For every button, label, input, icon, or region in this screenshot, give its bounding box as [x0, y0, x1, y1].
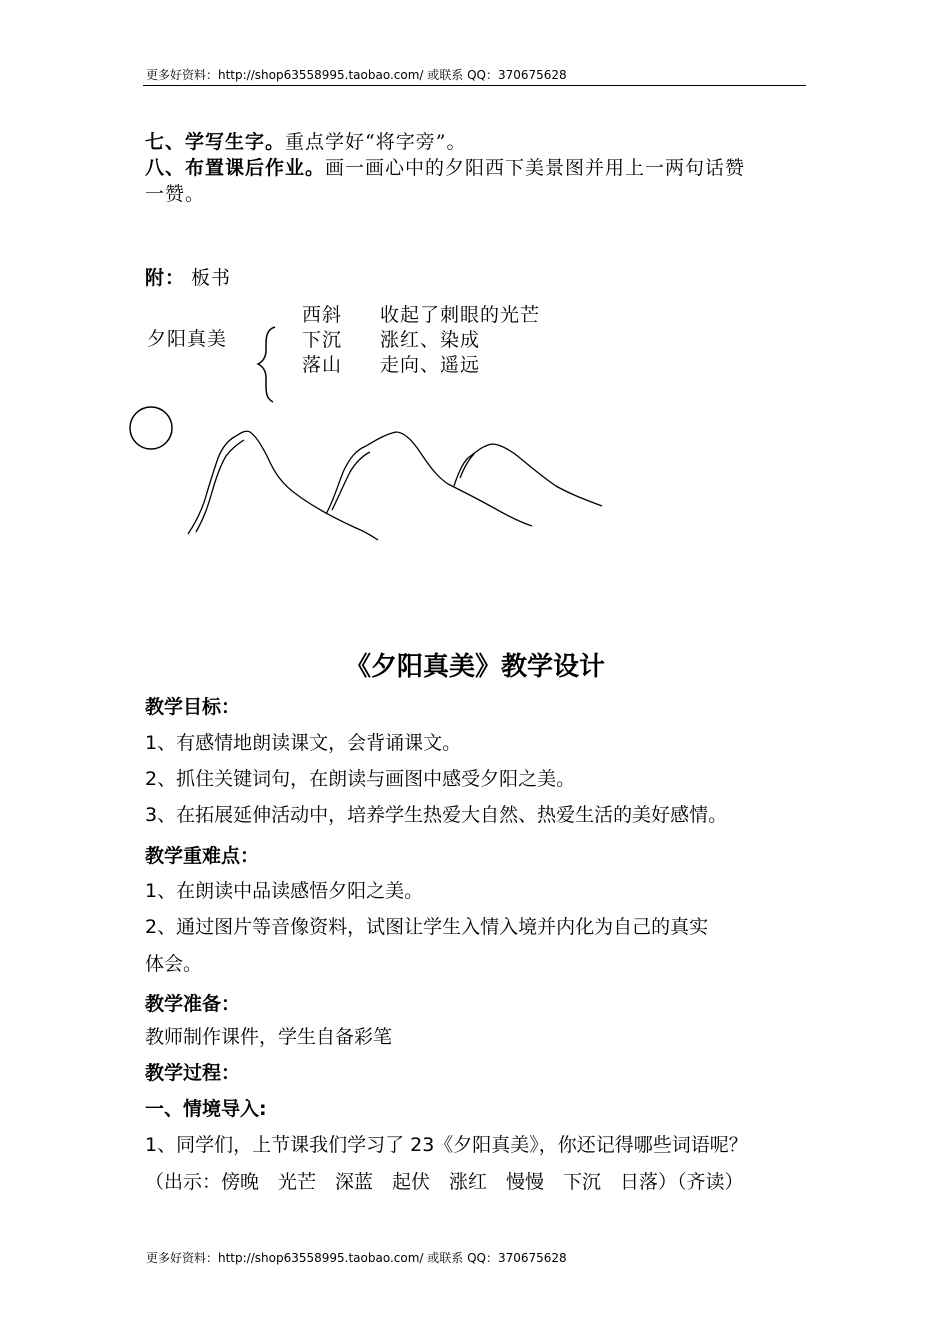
goal-1: 1、有感情地朗读课文，会背诵课文。 [145, 732, 462, 754]
design-title: 《夕阳真美》教学设计 [344, 652, 605, 682]
page-header: 更多好资料：http://shop63558995.taobao.com/ 或联系 QQ：370675628 [146, 68, 567, 82]
sun-circle [130, 407, 172, 449]
board-topic: 夕阳真美 [147, 328, 228, 350]
page-footer: 更多好资料：http://shop63558995.taobao.com/ 或联系 QQ：370675628 [146, 1251, 567, 1265]
part1-line-2: （出示：傍晚 光芒 深蓝 起伏 涨红 慢慢 下沉 日落）（齐读） [145, 1171, 744, 1193]
goal-2: 2、抓住关键词句，在朗读与画图中感受夕阳之美。 [145, 768, 576, 790]
board-term-2: 下沉 [302, 329, 343, 351]
process-heading: 教学过程： [145, 1062, 241, 1084]
step-7-text: 重点学好“将字旁”。 [285, 131, 467, 153]
board-term-3: 落山 [302, 354, 343, 376]
goals-heading: 教学目标： [145, 696, 241, 718]
step-8-cont: 一赞。 [145, 183, 206, 205]
goal-3: 3、在拓展延伸活动中，培养学生热爱大自然、热爱生活的美好感情。 [145, 804, 728, 826]
board-label-bold: 附： [145, 267, 186, 289]
mountains-drawing [188, 431, 602, 540]
board-label-text: 板书 [191, 267, 232, 289]
key-1: 1、在朗读中品读感悟夕阳之美。 [145, 880, 424, 902]
board-brace [258, 327, 275, 402]
key-3: 体会。 [145, 953, 203, 975]
part1-line-1: 1、同学们，上节课我们学习了 23《夕阳真美》，你还记得哪些词语呢？ [145, 1134, 748, 1156]
key-2: 2、通过图片等音像资料，试图让学生入情入境并内化为自己的真实 [145, 916, 709, 938]
step-7-title: 七、学写生字。 [145, 131, 286, 153]
board-desc-3: 走向、遥远 [380, 354, 481, 376]
key-heading: 教学重难点： [145, 845, 260, 867]
board-term-1: 西斜 [302, 304, 343, 326]
part1-heading: 一、情境导入: [145, 1098, 267, 1120]
step-8-title: 八、布置课后作业。 [145, 157, 326, 179]
board-desc-1: 收起了刺眼的光芒 [380, 304, 541, 326]
prep-text: 教师制作课件，学生自备彩笔 [145, 1026, 393, 1048]
board-sketch [0, 0, 950, 600]
step-8-text: 画一画心中的夕阳西下美景图并用上一两句话赞 [325, 157, 746, 179]
board-desc-2: 涨红、染成 [380, 329, 481, 351]
prep-heading: 教学准备： [145, 993, 241, 1015]
